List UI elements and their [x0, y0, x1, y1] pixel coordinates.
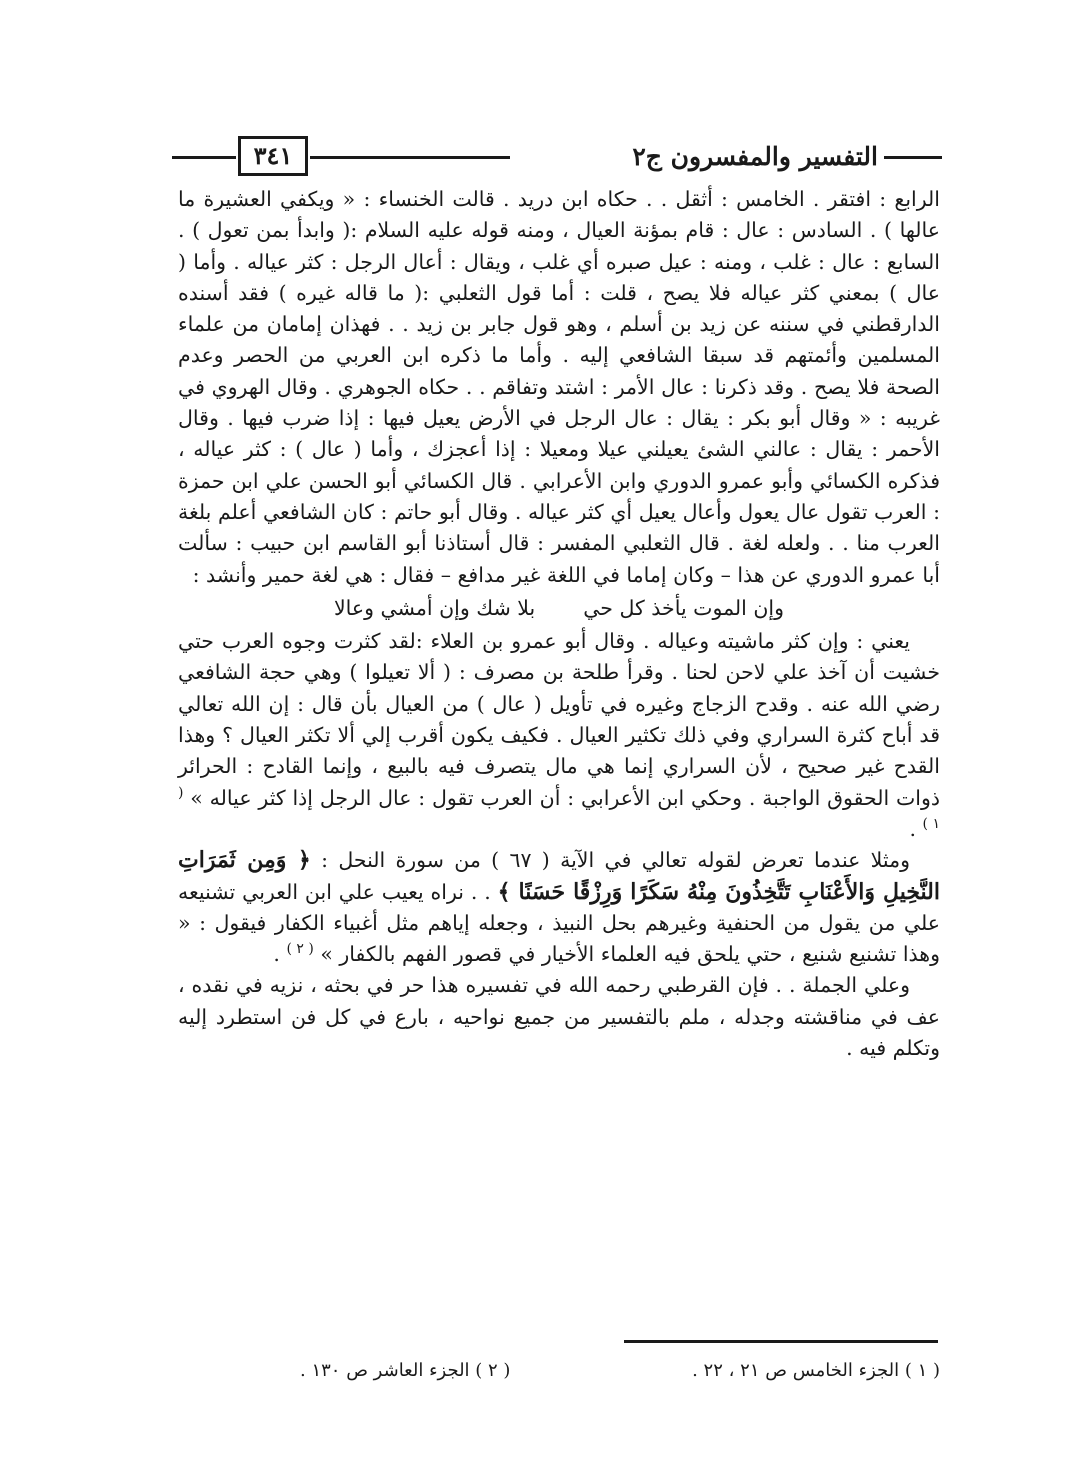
quran-verse: ﴿ وَمِن ثَمَرَاتِ النَّخِيلِ وَالأَعْنَابِ تَتَّخِذُونَ مِنْهُ سَكَرًا وَرِزْقًا حَسَنًا ﴾	[178, 847, 940, 905]
header-rule-middle	[310, 156, 510, 159]
paragraph-2: يعني : وإن كثر ماشيته وعياله . وقال أبو عمرو بن العلاء :لقد كثرت وجوه العرب حتي خشيت أن آخذ علي لاحن لحنا . وقرأ طلحة بن مصرف : ( ألا تعيلوا ) وهي حجة الشافعي رضي الله عنه . وقدح الزجاج وغيره في تأويل ( عال ) من العيال بأن قال : إن الله تعالي قد أباح كثرة السراري وفي ذلك تكثير العيال . فكيف يكون أقرب إلي ألا تكثر العيال ؟ وهذا القدح غير صحيح ، لأن السراري إنما هي مال يتصرف فيه بالبيع ، وإنما القادح : الحرائر ذوات الحقوق الواجبة . وحكي ابن الأعرابي : أن العرب تقول : عال الرجل إذا كثر عياله » $^{( ١ )}$ .	[178, 629, 940, 841]
verse-first-hemistich: وإن الموت يأخذ كل حي	[583, 595, 785, 620]
header-rule-right	[884, 156, 942, 159]
page-header	[172, 136, 942, 182]
poetry-verse	[178, 593, 940, 624]
footnote-1: ( ١ ) الجزء الخامس ص ٢١ ، ٢٢ .	[692, 1360, 940, 1381]
paragraph-3: ومثلا عندما تعرض لقوله تعالي في الآية ( ٦٧ ) من سورة النحل : ﴿ وَمِن ثَمَرَاتِ النَّخِيلِ وَالأَعْنَابِ تَتَّخِذُونَ مِنْهُ سَكَرًا وَرِزْقًا حَسَنًا ﴾ . . نراه يعيب علي ابن العربي تشنيعه علي من يقول من الحنفية وغيرهم بحل النبيذ ، وجعله إياهم مثل أغبياء الكفار فيقول : « وهذا تشنيع شنيع ، حتي يلحق فيه العلماء الأخيار في قصور الفهم بالكفار » $^{( ٢ )}$ .	[178, 847, 940, 967]
footnote-2: ( ٢ ) الجزء العاشر ص ١٣٠ .	[300, 1360, 511, 1381]
paragraph-2-text: يعني : وإن كثر ماشيته وعياله . وقال أبو عمرو بن العلاء :لقد كثرت وجوه العرب حتي خشيت أن آخذ علي لاحن لحنا . وقرأ طلحة بن مصرف : ( ألا تعيلوا ) وهي حجة الشافعي رضي الله عنه . وقدح الزجاج وغيره في تأويل ( عال ) من العيال بأن قال : إن الله تعالي قد أباح كثرة السراري وفي ذلك تكثير العيال . فكيف يكون أقرب إلي ألا تكثر العيال ؟ وهذا القدح غير صحيح ، لأن السراري إنما هي مال يتصرف فيه بالبيع ، وإنما القادح : الحرائر ذوات الحقوق الواجبة . وحكي ابن الأعرابي : أن العرب تقول : عال الرجل إذا كثر عياله »	[178, 629, 940, 810]
page-number: ٣٤١	[238, 136, 308, 176]
paragraph-3-rest: . . نراه يعيب علي ابن العربي تشنيعه علي من يقول من الحنفية وغيرهم بحل النبيذ ، وجعله إياهم مثل أغبياء الكفار فيقول : « وهذا تشنيع شنيع ، حتي يلحق فيه العلماء الأخيار في قصور الفهم بالكفار »	[178, 879, 940, 967]
paragraph-4: وعلي الجملة . . فإن القرطبي رحمه الله في تفسيره هذا حر في بحثه ، نزيه في نقده ، عف في مناقشته وجدله ، ملم بالتفسير من جميع نواحيه ، بارع في كل فن استطرد إليه وتكلم فيه .	[178, 973, 940, 1061]
main-text	[178, 184, 940, 1064]
running-title: التفسير والمفسرون ج٢	[632, 142, 878, 171]
paragraph-1: الرابع : افتقر . الخامس : أثقل . . حكاه ابن دريد . قالت الخنساء : « ويكفي العشيرة ما عالها ) . السادس : عال : قام بمؤنة العيال ، ومنه قوله عليه السلام :( وابدأ بمن تعول ) . السابع : عال : غلب ، ومنه : عيل صبره أي غلب ، ويقال : أعال الرجل : كثر عياله . وأما ( عال ) بمعني كثر عياله فلا يصح ، قلت : أما قول الثعلبي :( ما قاله غيره ) فقد أسنده الدارقطني في سننه عن زيد بن أسلم ، وهو قول جابر بن زيد . . فهذان إمامان من علماء المسلمين وأئمتهم قد سبقا الشافعي إليه . وأما ما ذكره ابن العربي من الحصر وعدم الصحة فلا يصح . وقد ذكرنا : عال الأمر : اشتد وتفاقم . . حكاه الجوهري . وقال الهروي في غريبه : « وقال أبو بكر : يقال : عال الرجل في الأرض يعيل فيها : إذا ضرب فيها . وقال الأحمر : يقال : عالني الشئ يعيلني عيلا ومعيلا : إذا أعجزك ، وأما ( عال ) : كثر عياله ، فذكره الكسائي وأبو عمرو الدوري وابن الأعرابي . قال الكسائي أبو الحسن علي ابن حمزة : العرب تقول عال يعول وأعال يعيل أي كثر عياله . وقال أبو حاتم : كان الشافعي أعلم بلغة العرب منا . . ولعله لغة . قال الثعلبي المفسر : قال أستاذنا أبو القاسم ابن حبيب : سألت أبا عمرو الدوري عن هذا – وكان إماما في اللغة غير مدافع – فقال : هي لغة حمير وأنشد :	[178, 187, 940, 587]
paragraph-3-intro: ومثلا عندما تعرض لقوله تعالي في الآية ( ٦٧ ) من سورة النحل :	[321, 848, 910, 873]
header-rule-left	[172, 156, 236, 159]
verse-second-hemistich: بلا شك وإن أمشي وعالا	[333, 595, 536, 620]
footnote-marker-1: ( ١ )	[178, 784, 940, 833]
footnotes	[300, 1358, 940, 1384]
footnote-marker-2: ( ٢ )	[286, 941, 314, 958]
footnote-separator	[624, 1340, 938, 1343]
